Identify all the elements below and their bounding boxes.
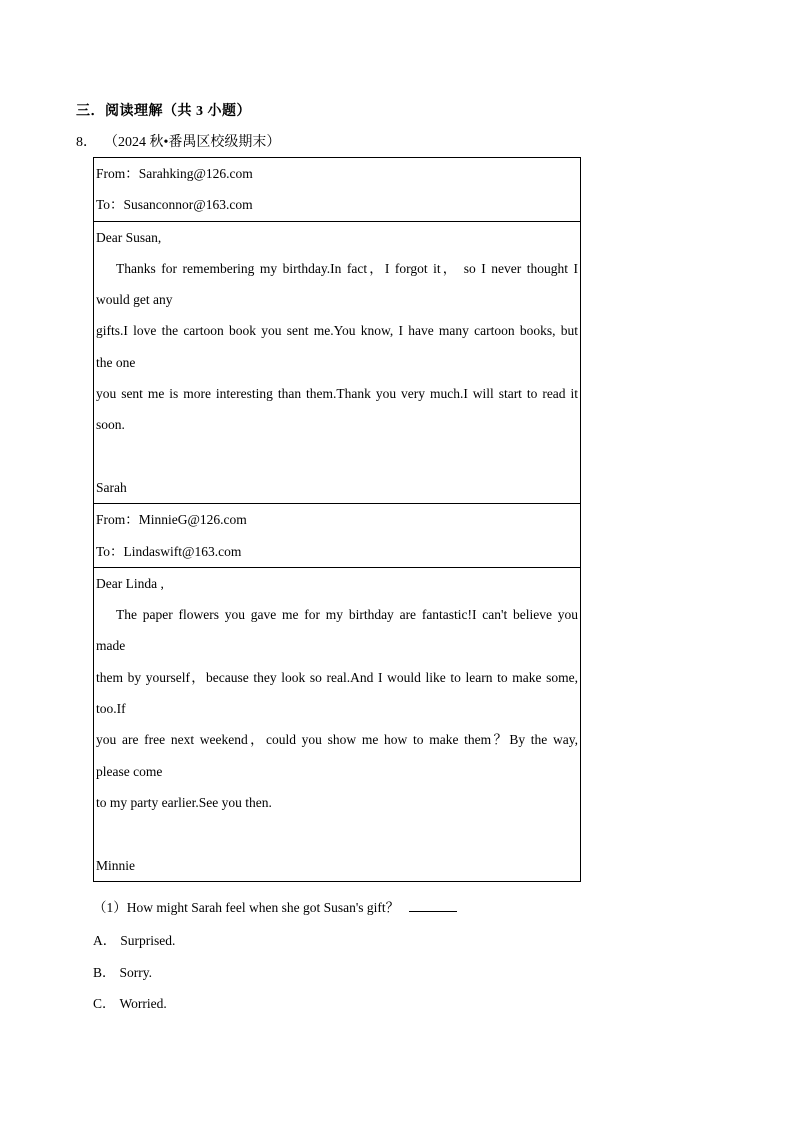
email2-from: From：MinnieG@126.com (96, 512, 247, 528)
option-text: Surprised. (120, 933, 176, 948)
email1-to: To：Susanconnor@163.com (96, 197, 253, 213)
email2-body-line: you are free next weekend，could you show me how to make them？By the way, (96, 732, 578, 748)
email2-to: To：Lindaswift@163.com (96, 543, 242, 559)
section-title: 三．阅读理解（共 3 小题） (76, 104, 251, 119)
email2-signature: Minnie (96, 857, 135, 873)
email-table (93, 157, 581, 882)
email1-body-line: soon. (96, 417, 125, 433)
email1-body-line: gifts.I love the cartoon book you sent me.You know, I have many cartoon books, but (96, 323, 578, 339)
email2-body-line: them by yourself，because they look so real.And I would like to learn to make some, (96, 669, 578, 685)
email2-header (94, 503, 580, 567)
question-number: 8． (76, 135, 97, 150)
email1-from: From：Sarahking@126.com (96, 166, 253, 181)
answer-blank[interactable] (409, 897, 457, 912)
question-source: （2024 秋•番禺区校级期末） (111, 135, 281, 150)
option-letter: A． (93, 933, 117, 948)
email1-body-line: you sent me is more interesting than them.Thank you very much.I will start to read it (96, 386, 578, 402)
email2-body-line: made (96, 638, 126, 654)
option-b[interactable] (93, 961, 152, 981)
email2-body-line: to my party earlier.See you then. (96, 794, 272, 810)
email1-header (94, 158, 580, 221)
email1-signature: Sarah (96, 479, 127, 495)
email2-body-line: The paper flowers you gave me for my birthday are fantastic!I can't believe you (116, 607, 578, 623)
email1-body-line: Thanks for remembering my birthday.In fact，I forgot it， so I never thought I (116, 260, 578, 276)
email1-spacer (96, 441, 578, 472)
sub-question-1 (93, 896, 457, 916)
email2-spacer (96, 818, 578, 849)
option-letter: C． (93, 996, 116, 1011)
email2-body-line: please come (96, 763, 163, 779)
option-letter: B． (93, 965, 116, 980)
email1-body (94, 221, 580, 504)
option-a[interactable] (93, 929, 175, 949)
option-text: Worried. (119, 996, 167, 1011)
question-header (76, 131, 280, 151)
email2-body-line: too.If (96, 701, 126, 717)
sub-question-text: （1）How might Sarah feel when she got Susan's gift？ (93, 900, 400, 915)
email2-greeting: Dear Linda , (96, 575, 164, 591)
option-c[interactable] (93, 992, 167, 1012)
email1-body-line: the one (96, 354, 136, 370)
email1-greeting: Dear Susan, (96, 229, 162, 245)
email1-body-line: would get any (96, 292, 173, 308)
email2-body (94, 567, 580, 881)
option-text: Sorry. (119, 965, 153, 980)
